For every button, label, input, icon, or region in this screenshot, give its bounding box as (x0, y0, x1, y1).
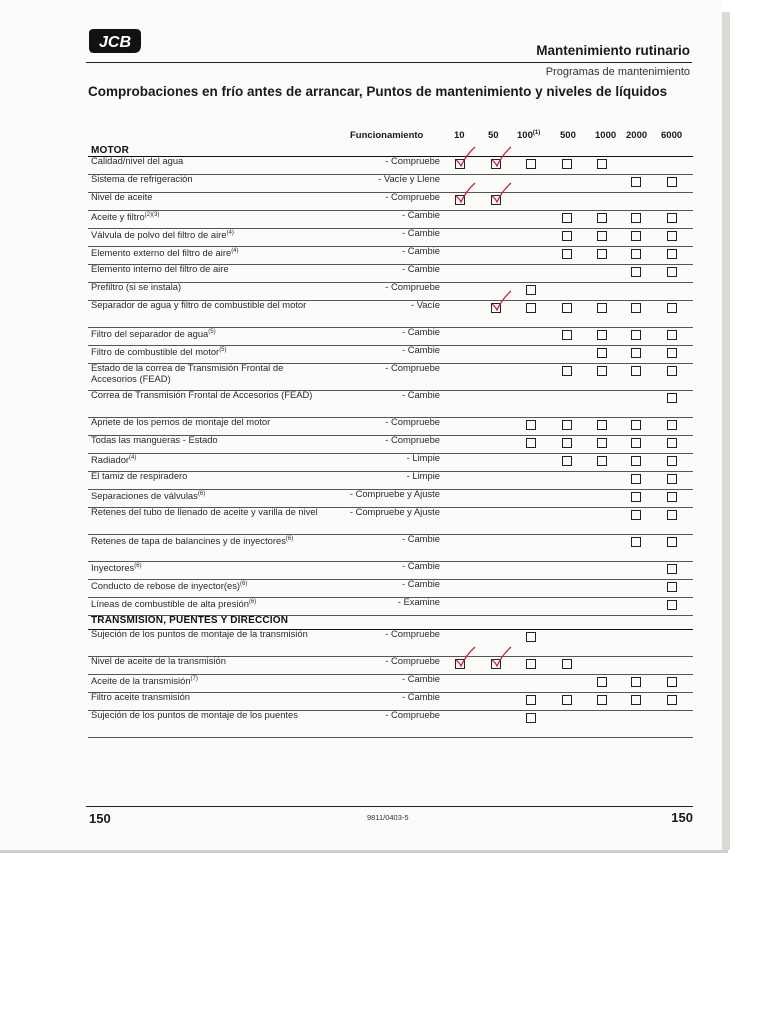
interval-checkbox[interactable] (597, 420, 607, 430)
interval-checkbox[interactable] (667, 177, 677, 187)
table-row (88, 507, 693, 535)
interval-checkbox[interactable] (597, 249, 607, 259)
item-text: Correa de Transmisión Frontal de Accesorios (FEAD) (91, 389, 313, 400)
interval-checkbox[interactable] (667, 474, 677, 484)
item-text: Separaciones de válvulas (91, 490, 198, 502)
interval-checkbox[interactable] (667, 213, 677, 223)
table-row (88, 435, 693, 454)
table-row (88, 390, 693, 418)
interval-checkbox[interactable] (667, 303, 677, 313)
item-name (91, 489, 326, 502)
table-row (88, 629, 693, 657)
interval-checkbox[interactable] (562, 330, 572, 340)
interval-checkbox[interactable] (526, 632, 536, 642)
operation-text: - Compruebe (385, 281, 440, 292)
interval-checkbox[interactable] (667, 231, 677, 241)
item-footnote: (2)(3) (144, 212, 160, 218)
operation-text: - Compruebe (385, 655, 440, 666)
operation-text: - Cambie (401, 326, 440, 337)
document-code: 9811/0403-5 (367, 813, 409, 822)
item-name (91, 345, 326, 358)
operation-text: - Cambie (401, 389, 440, 400)
column-header-6 (626, 130, 647, 141)
item-text: Calidad/nivel del agua (91, 155, 184, 166)
interval-checkbox[interactable] (562, 659, 572, 669)
operation-text: - Cambie (401, 344, 440, 355)
interval-checkbox[interactable] (526, 159, 536, 169)
operation-text: - Limpie (406, 452, 440, 463)
handwritten-check-icon (491, 646, 513, 668)
table-row (88, 561, 693, 580)
title-divider (86, 62, 692, 63)
jcb-logo (86, 28, 142, 54)
table-row (88, 210, 693, 229)
interval-checkbox[interactable] (597, 303, 607, 313)
operation-text: - Vacíe (410, 299, 440, 310)
table-row (88, 327, 693, 346)
item-name (91, 390, 326, 401)
operation-text: - Cambie (401, 227, 440, 238)
page-number-left: 150 (89, 811, 111, 826)
item-footnote: (5) (219, 347, 227, 353)
item-footnote: (6) (248, 599, 257, 605)
item-name (91, 597, 326, 610)
column-header-label: Funcionamiento (350, 130, 424, 141)
table-row (88, 300, 693, 328)
page-heading: Comprobaciones en frío antes de arrancar, Puntos de mantenimiento y niveles de líquidos (88, 84, 668, 99)
item-footnote: (4) (231, 248, 239, 254)
table-row (88, 228, 693, 247)
interval-checkbox[interactable] (631, 695, 641, 705)
item-name (91, 192, 326, 203)
interval-checkbox[interactable] (667, 249, 677, 259)
item-name (91, 435, 326, 446)
operation-text: - Cambie (401, 578, 440, 589)
interval-checkbox[interactable] (631, 213, 641, 223)
table-row (88, 656, 693, 675)
item-text: Válvula de polvo del filtro de aire (91, 229, 227, 241)
column-header-2 (488, 130, 499, 141)
interval-checkbox[interactable] (597, 677, 607, 687)
interval-checkbox[interactable] (667, 492, 677, 502)
page-number-right: 150 (671, 810, 693, 825)
column-header-5 (595, 130, 616, 141)
item-text: Filtro de combustible del motor (91, 346, 220, 358)
column-header-label: 50 (488, 130, 499, 141)
item-name (91, 656, 326, 667)
item-text: Estado de la correa de Transmisión Frontal de Accesorios (FEAD) (91, 362, 284, 384)
interval-checkbox[interactable] (631, 474, 641, 484)
interval-checkbox[interactable] (631, 456, 641, 466)
interval-checkbox[interactable] (562, 213, 572, 223)
page-edge-shadow (722, 12, 730, 850)
interval-checkbox[interactable] (667, 438, 677, 448)
item-footnote: (4) (129, 455, 137, 461)
operation-text: - Cambie (401, 560, 440, 571)
operation-text: - Compruebe (385, 434, 440, 445)
operation-text: - Cambie (401, 673, 440, 684)
item-text: Sujeción de los puntos de montaje de la transmisión (91, 628, 308, 639)
handwritten-check-icon (455, 182, 477, 204)
interval-checkbox[interactable] (562, 456, 572, 466)
logo-text: JCB (98, 34, 132, 51)
item-name (91, 327, 326, 340)
operation-text: - Cambie (401, 691, 440, 702)
item-name (91, 453, 326, 466)
interval-checkbox[interactable] (526, 420, 536, 430)
interval-checkbox[interactable] (667, 456, 677, 466)
interval-checkbox[interactable] (597, 366, 607, 376)
handwritten-check-icon (491, 146, 513, 168)
interval-checkbox[interactable] (562, 438, 572, 448)
item-text: Elemento externo del filtro de aire (91, 247, 232, 259)
interval-checkbox[interactable] (631, 330, 641, 340)
item-footnote: (7) (190, 676, 198, 682)
item-footnote: (5) (208, 329, 216, 335)
interval-checkbox[interactable] (526, 695, 536, 705)
interval-checkbox[interactable] (526, 285, 536, 295)
section-name: MOTOR (91, 145, 130, 156)
interval-checkbox[interactable] (667, 582, 677, 592)
interval-checkbox[interactable] (597, 231, 607, 241)
column-header-7 (661, 130, 682, 141)
interval-checkbox[interactable] (667, 366, 677, 376)
item-text: El tamiz de respiradero (91, 470, 188, 481)
column-header-label: 2000 (626, 130, 648, 141)
item-text: Inyectores (91, 562, 135, 574)
item-text: Nivel de aceite (91, 191, 153, 202)
item-text: Prefiltro (si se instala) (91, 281, 182, 292)
interval-checkbox[interactable] (631, 438, 641, 448)
item-text: Líneas de combustible de alta presión (91, 598, 249, 610)
column-header-label: 10 (454, 130, 465, 141)
column-header-label: 6000 (661, 130, 683, 141)
item-text: Elemento interno del filtro de aire (91, 263, 229, 274)
table-row (88, 363, 693, 391)
interval-checkbox[interactable] (562, 695, 572, 705)
item-name (91, 174, 326, 185)
interval-checkbox[interactable] (597, 330, 607, 340)
table-row (88, 534, 693, 562)
operation-text: - Cambie (401, 209, 440, 220)
subsection-title: Programas de mantenimiento (545, 66, 690, 78)
footer-divider (86, 806, 693, 807)
interval-checkbox[interactable] (667, 600, 677, 610)
interval-checkbox[interactable] (667, 695, 677, 705)
interval-checkbox[interactable] (597, 213, 607, 223)
interval-checkbox[interactable] (597, 695, 607, 705)
interval-checkbox[interactable] (667, 510, 677, 520)
item-name (91, 692, 326, 703)
item-text: Radiador (91, 454, 130, 466)
handwritten-check-icon (455, 646, 477, 668)
operation-text: - Compruebe (385, 416, 440, 427)
operation-text: - Compruebe (385, 362, 440, 373)
item-footnote: (4) (226, 230, 234, 236)
handwritten-check-icon (491, 290, 513, 312)
table-row (88, 710, 693, 738)
interval-checkbox[interactable] (667, 537, 677, 547)
item-name (91, 300, 326, 311)
operation-text: - Cambie (401, 533, 440, 544)
column-header-label: 500 (560, 130, 576, 141)
interval-checkbox[interactable] (631, 267, 641, 277)
operation-text: - Cambie (401, 263, 440, 274)
interval-checkbox[interactable] (597, 159, 607, 169)
operation-text: - Compruebe (385, 709, 440, 720)
item-name (91, 156, 326, 167)
table-row (88, 579, 693, 598)
item-footnote: (6) (134, 563, 142, 569)
column-header-1 (454, 130, 465, 141)
item-name (91, 507, 326, 518)
interval-checkbox[interactable] (562, 303, 572, 313)
interval-checkbox[interactable] (631, 231, 641, 241)
item-name (91, 674, 326, 687)
item-text: Separador de agua y filtro de combustible del motor (91, 299, 307, 310)
column-header-3 (517, 130, 540, 141)
item-footnote: (6) (285, 536, 294, 542)
interval-checkbox[interactable] (597, 456, 607, 466)
operation-text: - Compruebe y Ajuste (349, 488, 440, 499)
interval-checkbox[interactable] (631, 510, 641, 520)
interval-checkbox[interactable] (597, 438, 607, 448)
interval-checkbox[interactable] (562, 420, 572, 430)
item-text: Aceite de la transmisión (91, 675, 191, 687)
interval-checkbox[interactable] (667, 420, 677, 430)
item-name (91, 246, 326, 259)
interval-checkbox[interactable] (631, 537, 641, 547)
interval-checkbox[interactable] (667, 393, 677, 403)
interval-checkbox[interactable] (562, 231, 572, 241)
interval-checkbox[interactable] (631, 348, 641, 358)
item-name (91, 710, 326, 721)
item-text: Todas las mangueras - Estado (91, 434, 218, 445)
operation-text: - Cambie (401, 245, 440, 256)
page-bottom-edge (0, 850, 728, 853)
interval-checkbox[interactable] (631, 420, 641, 430)
item-footnote: (6) (240, 581, 248, 587)
item-name (91, 264, 326, 275)
interval-checkbox[interactable] (667, 267, 677, 277)
column-header-note: (1) (532, 130, 541, 136)
operation-text: - Examine (397, 596, 440, 607)
interval-checkbox[interactable] (667, 677, 677, 687)
operation-text: - Compruebe (385, 155, 440, 166)
interval-checkbox[interactable] (667, 564, 677, 574)
interval-checkbox[interactable] (597, 348, 607, 358)
table-row (88, 597, 693, 616)
interval-checkbox[interactable] (526, 659, 536, 669)
item-footnote: (6) (197, 491, 206, 497)
interval-checkbox[interactable] (562, 366, 572, 376)
operation-text: - Compruebe (385, 191, 440, 202)
item-text: Filtro del separador de agua (91, 328, 209, 340)
item-text: Apriete de los pernos de montaje del motor (91, 416, 271, 427)
column-header-4 (560, 130, 576, 141)
interval-checkbox[interactable] (631, 366, 641, 376)
item-name (91, 629, 326, 640)
interval-checkbox[interactable] (562, 249, 572, 259)
interval-checkbox[interactable] (526, 438, 536, 448)
item-text: Nivel de aceite de la transmisión (91, 655, 226, 666)
item-text: Retenes de tapa de balancines y de inyectores (91, 535, 286, 547)
table-row (88, 192, 693, 211)
column-header-0 (350, 130, 423, 141)
item-name (91, 579, 326, 592)
interval-checkbox[interactable] (631, 677, 641, 687)
item-name (91, 228, 326, 241)
interval-checkbox[interactable] (631, 249, 641, 259)
item-text: Sujeción de los puntos de montaje de los puentes (91, 709, 298, 720)
operation-text: - Vacíe y Llene (378, 173, 440, 184)
handwritten-check-icon (455, 146, 477, 168)
item-name (91, 282, 326, 293)
item-text: Aceite y filtro (91, 211, 145, 223)
item-name (91, 561, 326, 574)
item-text: Retenes del tubo de llenado de aceite y varilla de nivel (91, 506, 318, 517)
operation-text: - Compruebe (385, 628, 440, 639)
item-name (91, 363, 326, 384)
item-text: Filtro aceite transmisión (91, 691, 190, 702)
interval-checkbox[interactable] (562, 159, 572, 169)
interval-checkbox[interactable] (631, 303, 641, 313)
interval-checkbox[interactable] (667, 348, 677, 358)
item-text: Sistema de refrigeración (91, 173, 193, 184)
item-text: Conducto de rebose de inyector(es) (91, 580, 241, 592)
operation-text: - Compruebe y Ajuste (349, 506, 440, 517)
section-name: TRANSMISION, PUENTES Y DIRECCION (91, 615, 289, 626)
interval-checkbox[interactable] (526, 303, 536, 313)
column-header-label: 1000 (595, 130, 617, 141)
section-title: Mantenimiento rutinario (536, 43, 690, 58)
operation-text: - Limpie (406, 470, 440, 481)
interval-checkbox[interactable] (631, 492, 641, 502)
handwritten-check-icon (491, 182, 513, 204)
column-header-label: 100 (517, 130, 533, 142)
item-name (91, 210, 326, 223)
item-name (91, 534, 326, 547)
item-name (91, 471, 326, 482)
item-name (91, 417, 326, 428)
interval-checkbox[interactable] (631, 177, 641, 187)
interval-checkbox[interactable] (526, 713, 536, 723)
interval-checkbox[interactable] (667, 330, 677, 340)
